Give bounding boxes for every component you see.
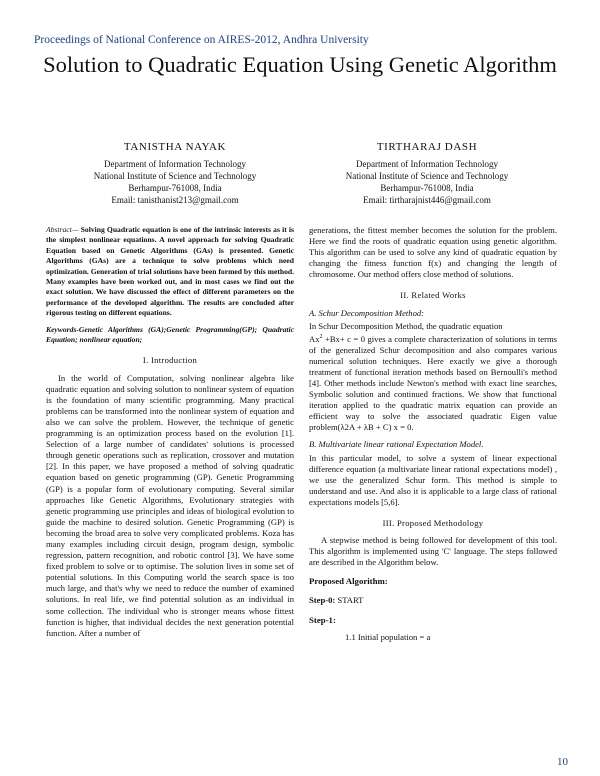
right-column xyxy=(309,225,557,643)
subsection-multivariate: B. Multivariate linear rational Expectation Model. xyxy=(309,439,484,450)
author-institute: National Institute of Science and Technology xyxy=(93,171,257,181)
subsection-schur: A. Schur Decomposition Method: xyxy=(309,307,425,318)
section-heading-introduction: I. Introduction xyxy=(142,355,198,366)
page-number: 10 xyxy=(557,756,568,768)
schur-intro: In Schur Decomposition Method, the quadratic equation xyxy=(309,320,503,331)
conference-header: Proceedings of National Conference on AIRES-2012, Andhra University xyxy=(34,34,369,46)
author-name: TIRTHARAJ DASH xyxy=(376,141,478,153)
step-0-text: START xyxy=(335,595,364,606)
author-address: Berhampur-761008, India xyxy=(380,183,474,193)
schur-eq: Ax xyxy=(309,333,320,344)
step-1-1: 1.1 Initial population = a xyxy=(345,631,431,642)
schur-body: +Bx+ c = 0 gives a complete characterization of solutions in terms of the generalized Schur decomposition and also compares various numerical solution techniques. Here exactly we give a thorough treatment of functional iteration methods based on Bernoulli's method [4]. Other methods include Newton's method with exact line searches, Symbolic solution and continued fractions. We show that functional iteration applied to the quadratic matrix equation can provide an efficient way to solve the associated quadratic Eigen value problem(λ2A + λB + C) x = 0. xyxy=(309,333,557,433)
introduction-text: In the world of Computation, solving nonlinear algebra like quadratic equation and solving solution to nonlinear system of equation is the foundation of many scientific programming. Many practical problems can be transformed into the nonlinear system of equation and also we can solve the problem. However, the technique of genetic programming is an optimization process based on the evolution [1]. Selection of a large number of candidates' solutions is processed through genetic operations such as replication, crossover and mutation [2]. In this paper, we have proposed a method of solving quadratic equation based on genetic programming (GP). Genetic Programming (GP) is a popular form of evolutionary computing. Several similar approaches like Genetic Algorithms, Evolutionary strategies with genetic programming use principles and ideas of biological evolution to guide the machine to desired solution. Genetic Programming (GP) is becoming the broad area to solve very complicated problems. Koza has many examples including circuit design, program design, symbolic regression, pattern recognition, and robotic control [3]. We have some fixed problem to solve or to optimise. The solution lives in some set of potential solutions. In this Computing world the search space is too much large, and that's why we need to reduce the number of examined solutions. In real life, we find potential solution as an individual in some collection. The individual who is stronger means whose fittest function is higher, that individual decides the next generation potential function. After a number of xyxy=(46,372,294,638)
author-institute: National Institute of Science and Technology xyxy=(345,171,509,181)
author-address: Berhampur-761008, India xyxy=(128,183,222,193)
schur-eq-exponent: 2 xyxy=(319,333,323,340)
author-email: Email: tirtharajnist446@gmail.com xyxy=(363,195,491,205)
schur-text xyxy=(309,321,557,434)
section-heading-related-works: II. Related Works xyxy=(400,290,466,301)
abstract xyxy=(46,225,294,319)
proposed-text: A stepwise method is being followed for development of this tool. This algorithm is implemented using 'C' language. The steps followed are described in the Algorithm below. xyxy=(309,535,557,568)
step-1-label: Step-1: xyxy=(309,614,336,625)
paragraph-continued: generations, the fittest member becomes the solution for the problem. Here we find the roots of quadratic equation using genetic algorithm. This algorithm can be used to solve any kind of quadratic equation by changing the fitness function f(x) and changing the length of chromosome. Our method offers close method of solutions. xyxy=(309,225,557,280)
author-email: Email: tanisthanist213@gmail.com xyxy=(111,195,239,205)
author-dept: Department of Information Technology xyxy=(104,159,246,169)
section-heading-proposed-methodology: III. Proposed Methodology xyxy=(382,518,484,529)
multivariate-text: In this particular model, to solve a system of linear expectional difference equation (a multivariate linear rational expectations model) , we use the generalized Schur form. This method is simple to understand and use. And also it is applicable to a large class of rational expectations models [5,6]. xyxy=(309,452,557,507)
author-block-1 xyxy=(60,140,290,206)
step-0-label: Step-0: xyxy=(309,595,336,606)
keywords: Keywords-Genetic Algorithms (GA);Genetic Programming(GP); Quadratic Equation; nonlinear equation; xyxy=(46,324,294,345)
author-block-2 xyxy=(312,140,542,206)
abstract-label: Abstract— xyxy=(46,225,79,234)
abstract-text: Solving Quadratic equation is one of the intrinsic interests as it is the simplest nonlinear equations. A novel approach for solving Quadratic Equation based on Genetic Algorithms (GAs) is presented. Genetic Algorithms (GAs) are a technique to solve problems which need optimization. Generation of trial solutions have been formed by this method. Many examples have been worked out, and in most cases we find out the exact solution. We have discussed the effect of different parameters on the performance of the developed algorithm. The results are concluded after rigorous testing on different equations. xyxy=(46,225,294,318)
step-0 xyxy=(309,595,557,606)
algorithm-label: Proposed Algorithm: xyxy=(309,576,388,587)
author-dept: Department of Information Technology xyxy=(356,159,498,169)
left-column xyxy=(46,225,294,639)
paper-title: Solution to Quadratic Equation Using Genetic Algorithm xyxy=(43,52,557,77)
author-name: TANISTHA NAYAK xyxy=(123,141,227,153)
